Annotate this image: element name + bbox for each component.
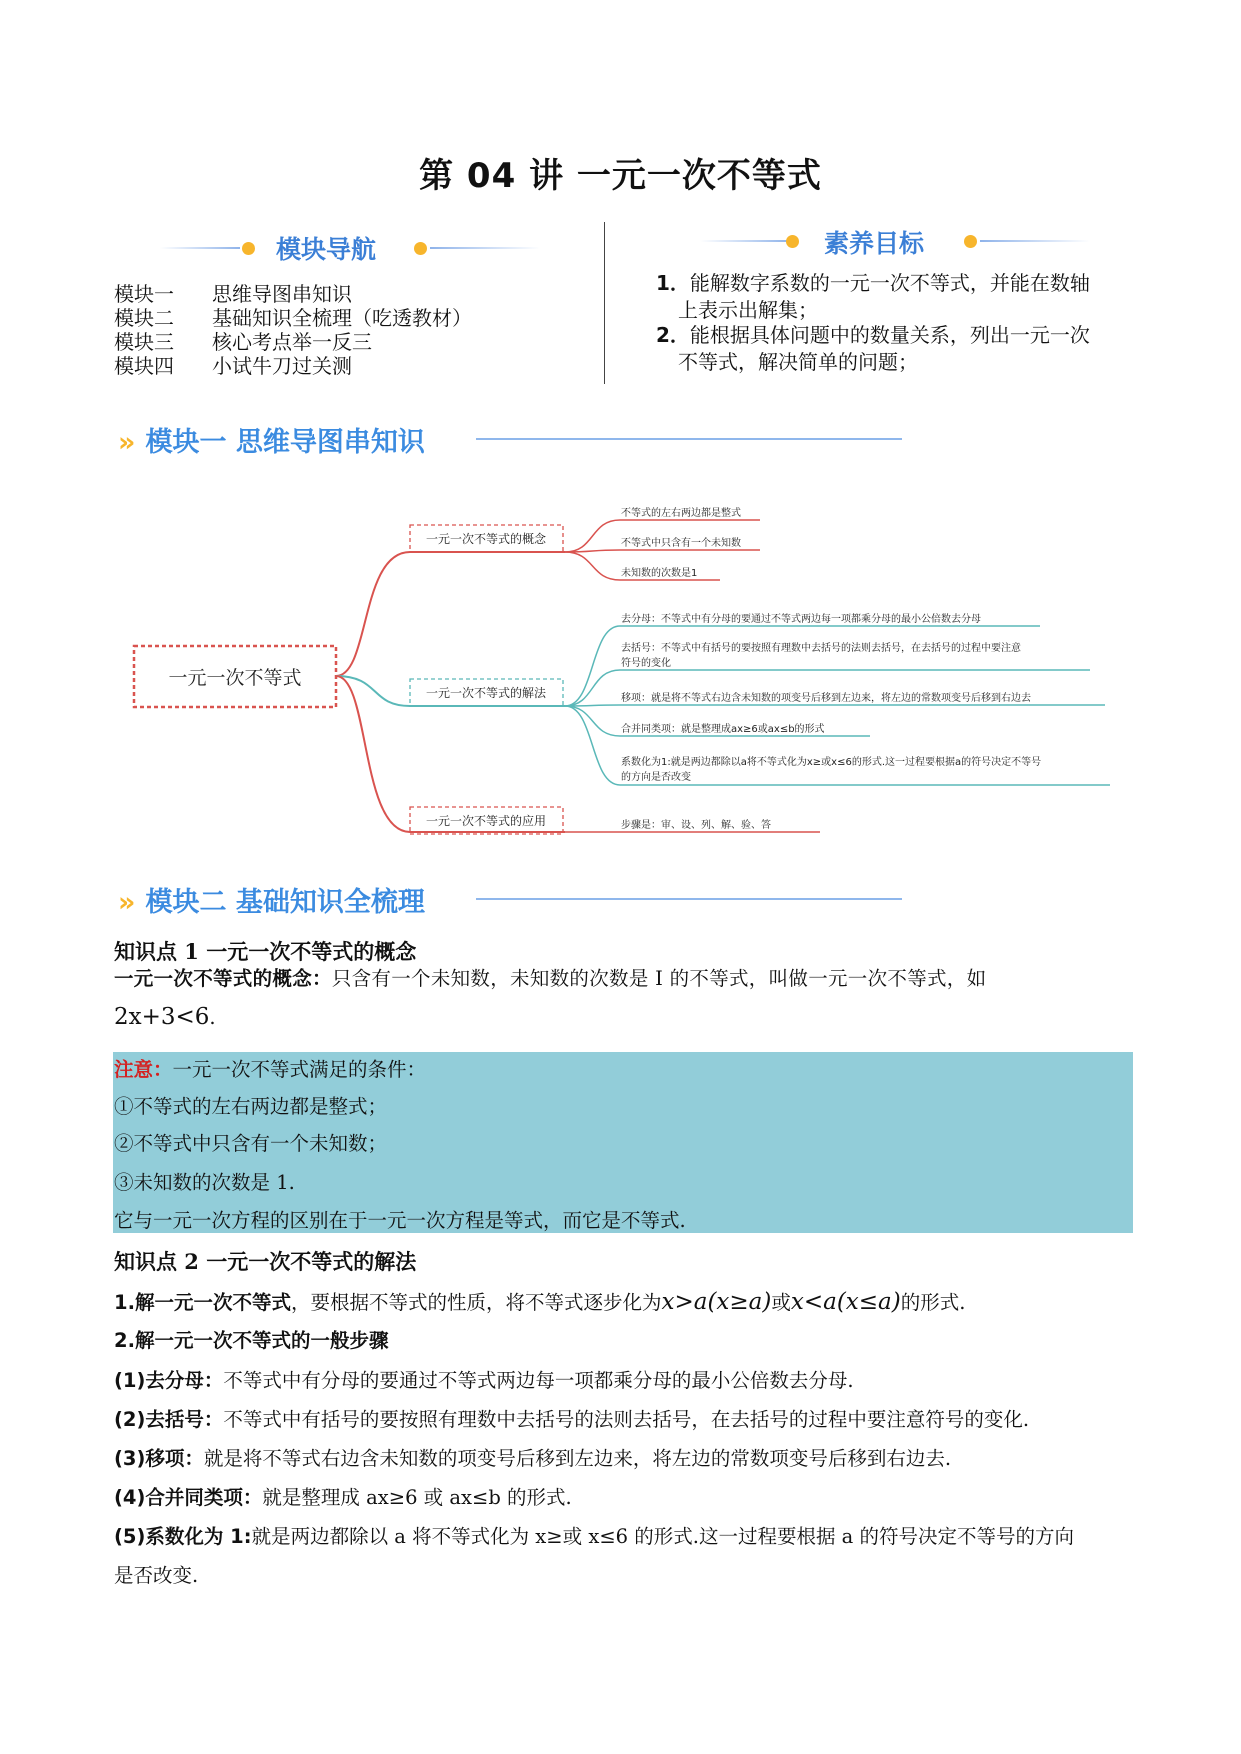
kp2-title: 知识点 2 一元一次不等式的解法 [114, 1249, 417, 1274]
leaf-method: 移项：就是将不等式右边含未知数的项变号后移到左边来，将左边的常数项变号后移到右边去 [621, 693, 1031, 704]
leaf-method: 系数化为1:就是两边都除以a将不等式化为x≥或x≤6的形式.这一过程要根据a的符号决定不等号 [621, 757, 1042, 768]
kp1-definition: 一元一次不等式的概念：只含有一个未知数，未知数的次数是 I 的不等式，叫做一元一次不等式，如 [114, 967, 987, 990]
module1-heading-line [476, 438, 902, 440]
kp2-step-continued: 是否改变. [114, 1564, 199, 1587]
nav-item[interactable]: 模块二 基础知识全梳理（吃透教材） [114, 306, 472, 330]
column-divider [604, 222, 605, 384]
note-intro: 注意：一元一次不等式满足的条件： [114, 1058, 427, 1081]
branch-label-application: 一元一次不等式的应用 [425, 814, 547, 828]
mind-map-root: 一元一次不等式 [168, 667, 302, 689]
module1-heading: » 模块一 思维导图串知识 [118, 427, 425, 458]
leaf-method: 的方向是否改变 [621, 772, 691, 783]
goals-heading-line-right [980, 240, 1090, 242]
nav-heading-dot-right [414, 242, 427, 255]
leaf-concept: 不等式中只含有一个未知数 [621, 538, 741, 549]
nav-item[interactable]: 模块四 小试牛刀过关测 [114, 354, 352, 378]
nav-heading-line-right [430, 247, 540, 249]
nav-item[interactable]: 模块一 思维导图串知识 [114, 282, 352, 306]
note-item: ③未知数的次数是 1. [114, 1171, 295, 1194]
kp1-example: 2x+3<6. [114, 1004, 216, 1030]
leaf-concept: 不等式的左右两边都是整式 [621, 508, 741, 519]
module2-heading-line [476, 898, 902, 900]
goals-heading-dot-right [964, 235, 977, 248]
goals-heading-dot-left [786, 235, 799, 248]
leaf-method: 合并同类项：就是整理成ax≥6或ax≤b的形式 [621, 724, 825, 735]
nav-item[interactable]: 模块三 核心考点举一反三 [114, 330, 372, 354]
kp2-steps-title: 2.解一元一次不等式的一般步骤 [114, 1329, 389, 1352]
nav-heading: 模块导航 [276, 235, 377, 264]
goal-item: 2．能根据具体问题中的数量关系，列出一元一次 不等式，解决简单的问题； [656, 323, 1090, 374]
module2-heading: » 模块二 基础知识全梳理 [118, 887, 425, 918]
kp1-title: 知识点 1 一元一次不等式的概念 [114, 939, 417, 964]
kp2-step: (3)移项：就是将不等式右边含未知数的项变号后移到左边来，将左边的常数项变号后移到右边去. [114, 1447, 952, 1470]
connector-concept [336, 552, 565, 676]
kp2-intro: 1.解一元一次不等式，要根据不等式的性质，将不等式逐步化为x>a(x≥a)或x<a(x≤a)的形式. [114, 1289, 966, 1315]
page-title: 第 04 讲 一元一次不等式 [419, 156, 822, 196]
note-item: 它与一元一次方程的区别在于一元一次方程是等式，而它是不等式. [114, 1209, 686, 1232]
double-chevron-icon: » [118, 427, 136, 458]
nav-heading-line-left [160, 247, 240, 249]
mind-map [0, 480, 1241, 840]
kp2-step: (4)合并同类项：就是整理成 ax≥6 或 ax≤b 的形式. [114, 1486, 572, 1509]
branch-label-concept: 一元一次不等式的概念 [425, 532, 547, 546]
leaf-application: 步骤是：审、设、列、解、验、答 [621, 820, 771, 831]
leaf-method: 去分母：不等式中有分母的要通过不等式两边每一项都乘分母的最小公倍数去分母 [621, 614, 981, 625]
note-item: ①不等式的左右两边都是整式； [114, 1095, 388, 1118]
leaf-concept: 未知数的次数是1 [621, 568, 698, 579]
kp2-step: (2)去括号：不等式中有括号的要按照有理数中去括号的法则去括号，在去括号的过程中要注意符号的变化. [114, 1408, 1030, 1431]
note-item: ②不等式中只含有一个未知数； [114, 1132, 388, 1155]
leaf-method: 去括号：不等式中有括号的要按照有理数中去括号的法则去括号，在去括号的过程中要注意 [621, 643, 1021, 654]
kp2-step: (1)去分母：不等式中有分母的要通过不等式两边每一项都乘分母的最小公倍数去分母. [114, 1369, 854, 1392]
double-chevron-icon: » [118, 887, 136, 918]
nav-heading-dot-left [242, 242, 255, 255]
goal-item: 1．能解数字系数的一元一次不等式，并能在数轴 上表示出解集； [656, 271, 1090, 322]
goals-heading-line-left [700, 240, 790, 242]
branch-label-method: 一元一次不等式的解法 [425, 686, 547, 700]
leaf-method: 符号的变化 [621, 658, 671, 669]
goals-heading: 素养目标 [824, 229, 925, 258]
kp2-step: (5)系数化为 1:就是两边都除以 a 将不等式化为 x≥或 x≤6 的形式.这一过程要根据 a 的符号决定不等号的方向 [114, 1525, 1074, 1548]
